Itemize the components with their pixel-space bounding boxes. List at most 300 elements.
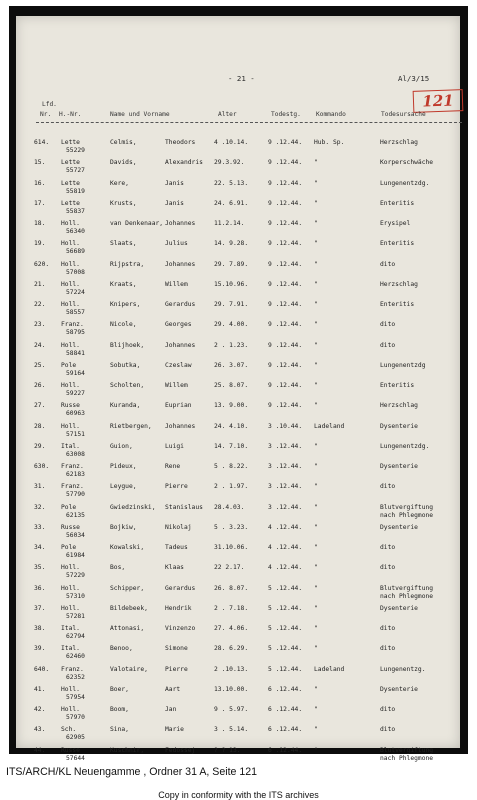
row-birthdate: 14. 9.28. — [214, 240, 249, 248]
row-cause: dito — [380, 726, 396, 734]
row-surname: Rijpstra, — [110, 260, 145, 268]
row-firstname: Johannes — [165, 422, 196, 430]
row-haeftlings-nr: 55229 — [66, 147, 85, 154]
row-surname: van Denkenaar, — [110, 220, 164, 227]
row-surname: Davids, — [110, 159, 137, 167]
row-firstname: Stanislaus — [165, 503, 203, 511]
row-death-date: 9 .12.44. — [268, 260, 303, 268]
header-todestag: Todestg. — [271, 111, 301, 118]
row-birthdate: 2 . 7.18. — [214, 604, 249, 612]
row-firstname: Theodors — [165, 139, 196, 146]
row-lfd-nr: 39. — [34, 645, 46, 653]
row-lfd-nr: 27. — [34, 402, 46, 410]
row-haeftlings-nr: 62794 — [66, 633, 85, 640]
row-firstname: Pierre — [165, 483, 188, 491]
row-haeftlings-nr: 61984 — [66, 552, 85, 559]
row-firstname: Janis — [165, 199, 184, 207]
row-lfd-nr: 29. — [34, 442, 46, 450]
table-row — [0, 181, 477, 201]
row-nationality: Holl. — [61, 422, 80, 430]
row-nationality: Franz. — [61, 665, 84, 673]
row-death-date: 9 .12.44. — [268, 240, 303, 248]
row-firstname: Johannes — [165, 220, 196, 227]
row-nationality: Holl. — [61, 220, 80, 227]
row-kommando: " — [314, 645, 318, 653]
row-lfd-nr: 33. — [34, 523, 46, 531]
table-row — [0, 727, 477, 747]
table-row — [0, 748, 477, 768]
row-surname: Boer, — [110, 685, 129, 693]
row-haeftlings-nr: 62183 — [66, 471, 85, 478]
copy-notice: Copy in conformity with the ITS archives — [158, 790, 319, 800]
row-kommando: " — [314, 685, 318, 693]
row-surname: Nicole, — [110, 321, 137, 329]
row-birthdate: 25. 8.07. — [214, 382, 249, 389]
row-nationality: Pole — [61, 544, 77, 551]
row-surname: Pideux, — [110, 463, 137, 470]
row-kommando: " — [314, 503, 318, 511]
row-firstname: Jan — [165, 706, 177, 713]
row-nationality: Holl. — [61, 280, 80, 288]
row-nationality: Holl. — [61, 706, 80, 713]
row-cause: dito — [380, 483, 396, 491]
row-haeftlings-nr: 58795 — [66, 329, 85, 337]
row-haeftlings-nr: 57310 — [66, 592, 85, 600]
row-nationality: Lette — [61, 159, 80, 167]
row-birthdate: 29. 7.89. — [214, 260, 249, 268]
row-surname: Attonasi, — [110, 625, 145, 632]
row-haeftlings-nr: 62135 — [66, 511, 85, 519]
row-birthdate: 24. 4.10. — [214, 422, 249, 430]
row-lfd-nr: 37. — [34, 604, 46, 612]
page-number: - 21 - — [228, 74, 255, 83]
row-cause: Herzschlag — [380, 139, 418, 146]
table-row — [0, 262, 477, 282]
row-birthdate: 29. 7.91. — [214, 301, 249, 308]
table-row — [0, 302, 477, 322]
row-lfd-nr: 620. — [34, 260, 50, 268]
row-cause: dito — [380, 544, 396, 551]
row-cause-continued: nach Phlegmone — [380, 754, 434, 762]
row-lfd-nr: 630. — [34, 463, 50, 470]
row-kommando: " — [314, 159, 318, 167]
row-birthdate: 3 . 5.14. — [214, 726, 249, 734]
row-surname: Boom, — [110, 706, 129, 713]
row-cause: dito — [380, 706, 396, 713]
row-surname: Sina, — [110, 726, 129, 734]
row-birthdate: 22. 5.13. — [214, 179, 249, 187]
header-nr: Nr. — [40, 111, 52, 118]
row-haeftlings-nr: 56034 — [66, 531, 85, 539]
row-death-date: 3 .12.44. — [268, 463, 303, 470]
row-lfd-nr: 16. — [34, 179, 46, 187]
row-death-date: 5 .12.44. — [268, 645, 303, 653]
table-row — [0, 383, 477, 403]
row-birthdate: 11.2.14. — [214, 220, 245, 227]
row-death-date: 9 .12.44. — [268, 179, 303, 187]
row-surname: Gwiedzinski, — [110, 503, 156, 511]
row-firstname: Georges — [165, 321, 192, 329]
row-firstname: Gerardus — [165, 301, 196, 308]
table-row — [0, 444, 477, 464]
row-lfd-nr: 24. — [34, 341, 46, 349]
row-death-date: 3 .12.44. — [268, 442, 303, 450]
row-lfd-nr: 17. — [34, 199, 46, 207]
row-death-date: 9 .12.44. — [268, 220, 303, 227]
row-birthdate: 31.10.06. — [214, 544, 249, 551]
row-cause: Erysipel — [380, 220, 411, 227]
header-name: Name und Vorname — [110, 111, 170, 118]
row-nationality: Holl. — [61, 564, 80, 572]
row-kommando: " — [314, 220, 318, 227]
row-kommando: " — [314, 260, 318, 268]
row-nationality: Holl. — [61, 685, 80, 693]
row-nationality: Franz. — [61, 321, 84, 329]
row-firstname: Johannes — [165, 341, 196, 349]
row-surname: Kuranda, — [110, 402, 141, 410]
header-lfd: Lfd. — [42, 101, 57, 108]
row-haeftlings-nr: 62352 — [66, 673, 85, 681]
row-surname: Slaats, — [110, 240, 137, 248]
header-todesursache: Todesursache — [381, 111, 426, 118]
row-firstname: Klaas — [165, 564, 184, 572]
row-lfd-nr: 15. — [34, 159, 46, 167]
row-haeftlings-nr: 56340 — [66, 228, 85, 235]
row-cause: Dysenterie — [380, 422, 418, 430]
row-haeftlings-nr: 55727 — [66, 167, 85, 175]
row-lfd-nr: 640. — [34, 665, 50, 673]
row-death-date: 9 .12.44. — [268, 159, 303, 167]
row-firstname: Luigi — [165, 442, 184, 450]
row-haeftlings-nr: 58841 — [66, 349, 85, 357]
row-firstname: Willem — [165, 280, 188, 288]
row-birthdate: ? ? 13. — [214, 746, 241, 754]
row-birthdate: 4 .10.14. — [214, 139, 249, 146]
row-surname: Benoo, — [110, 645, 133, 653]
table-row — [0, 424, 477, 444]
row-birthdate: 29. 4.00. — [214, 321, 249, 329]
table-row — [0, 525, 477, 545]
row-death-date: 9 .12.44. — [268, 341, 303, 349]
row-surname: Leygue, — [110, 483, 137, 491]
row-death-date: 9 .12.44. — [268, 280, 303, 288]
row-haeftlings-nr: 57790 — [66, 491, 85, 499]
row-surname: Scholten, — [110, 382, 145, 389]
row-surname: Kraats, — [110, 280, 137, 288]
row-nationality: Holl. — [61, 301, 80, 308]
row-cause: Blutvergiftung — [380, 584, 434, 592]
row-death-date: 3 .12.44. — [268, 483, 303, 491]
row-cause: Enteritis — [380, 301, 415, 308]
row-cause: Dysenterie — [380, 685, 418, 693]
row-nationality: Holl. — [61, 240, 80, 248]
row-death-date: 6 .12.44. — [268, 726, 303, 734]
row-firstname: Rene — [165, 463, 181, 470]
row-death-date: 4 .12.44. — [268, 544, 303, 551]
row-kommando: " — [314, 463, 318, 470]
row-haeftlings-nr: 60963 — [66, 410, 85, 418]
row-death-date: 5 .12.44. — [268, 665, 303, 673]
row-death-date: 9 .12.44. — [268, 361, 303, 369]
row-birthdate: 13.10.00. — [214, 685, 249, 693]
table-row — [0, 707, 477, 727]
header-rule — [36, 122, 462, 123]
table-row — [0, 201, 477, 221]
table-row — [0, 322, 477, 342]
row-nationality: Holl. — [61, 584, 80, 592]
row-cause: Enteritis — [380, 240, 415, 248]
row-birthdate: 28. 6.29. — [214, 645, 249, 653]
row-kommando: " — [314, 584, 318, 592]
row-kommando: " — [314, 402, 318, 410]
row-lfd-nr: 41. — [34, 685, 46, 693]
row-haeftlings-nr: 62460 — [66, 653, 85, 661]
row-surname: Valotaire, — [110, 665, 148, 673]
row-death-date: 6 .12.44. — [268, 746, 303, 754]
row-nationality: Pole — [61, 503, 77, 511]
row-haeftlings-nr: 57970 — [66, 714, 85, 721]
table-row — [0, 646, 477, 666]
row-surname: Bojkiw, — [110, 523, 137, 531]
row-firstname: Aart — [165, 685, 181, 693]
row-cause: Enteritis — [380, 199, 415, 207]
row-lfd-nr: 35. — [34, 564, 46, 572]
row-cause: Dysenterie — [380, 604, 418, 612]
row-death-date: 6 .12.44. — [268, 685, 303, 693]
row-cause-continued: nach Phlegmone — [380, 592, 434, 600]
header-hnr: H.-Nr. — [59, 111, 82, 118]
row-lfd-nr: 25. — [34, 361, 46, 369]
row-nationality: Ital. — [61, 442, 80, 450]
row-surname: Blijhoek, — [110, 341, 145, 349]
row-haeftlings-nr: 57954 — [66, 693, 85, 701]
row-birthdate: 2 .10.13. — [214, 665, 249, 673]
row-nationality: Ital. — [61, 645, 80, 653]
row-lfd-nr: 28. — [34, 422, 46, 430]
row-haeftlings-nr: 55837 — [66, 207, 85, 215]
row-nationality: Lette — [61, 199, 80, 207]
row-lfd-nr: 19. — [34, 240, 46, 248]
row-kommando: " — [314, 321, 318, 329]
table-row — [0, 403, 477, 423]
row-firstname: Vinzenzo — [165, 625, 196, 632]
row-surname: Bildebeek, — [110, 604, 148, 612]
archive-citation: ITS/ARCH/KL Neuengamme , Ordner 31 A, Seite 121 — [6, 766, 258, 778]
row-birthdate: 9 . 5.97. — [214, 706, 249, 713]
row-surname: Kuschnir, — [110, 746, 145, 754]
row-kommando: " — [314, 179, 318, 187]
row-cause: Herzschlag — [380, 280, 418, 288]
row-nationality: Franz. — [61, 463, 84, 470]
row-firstname: Johannes — [165, 260, 196, 268]
row-haeftlings-nr: 57281 — [66, 612, 85, 620]
row-death-date: 9 .12.44. — [268, 321, 303, 329]
row-lfd-nr: 44. — [34, 746, 46, 754]
row-surname: Knipers, — [110, 301, 141, 308]
row-death-date: 6 .12.44. — [268, 706, 303, 713]
row-nationality: Ital. — [61, 625, 80, 632]
table-row — [0, 464, 477, 484]
table-row — [0, 687, 477, 707]
row-haeftlings-nr: 57151 — [66, 430, 85, 438]
row-birthdate: 26. 8.07. — [214, 584, 249, 592]
row-death-date: 9 .12.44. — [268, 382, 303, 389]
header-alter: Alter — [218, 111, 237, 118]
red-page-stamp: 121 — [413, 89, 464, 113]
row-firstname: Marie — [165, 726, 184, 734]
row-death-date: 5 .12.44. — [268, 604, 303, 612]
row-kommando: " — [314, 199, 318, 207]
table-row — [0, 505, 477, 525]
table-row — [0, 241, 477, 261]
row-lfd-nr: 32. — [34, 503, 46, 511]
row-death-date: 3 .10.44. — [268, 422, 303, 430]
row-birthdate: 2 . 1.23. — [214, 341, 249, 349]
row-nationality: Russe — [61, 402, 80, 410]
row-surname: Schipper, — [110, 584, 145, 592]
row-surname: Rietbergen, — [110, 422, 152, 430]
row-lfd-nr: 34. — [34, 544, 46, 551]
row-cause: dito — [380, 645, 396, 653]
row-nationality: Holl. — [61, 382, 80, 389]
row-kommando: Hub. Sp. — [314, 139, 345, 146]
row-birthdate: 15.10.96. — [214, 280, 249, 288]
table-row — [0, 160, 477, 180]
archive-reference: Al/3/15 — [398, 74, 430, 83]
row-surname: Sobutka, — [110, 361, 141, 369]
row-firstname: Euprian — [165, 402, 192, 410]
row-birthdate: 27. 4.06. — [214, 625, 249, 632]
row-birthdate: 2 . 1.97. — [214, 483, 249, 491]
row-kommando: Ladeland — [314, 665, 345, 673]
row-lfd-nr: 42. — [34, 706, 46, 713]
row-kommando: " — [314, 341, 318, 349]
row-kommando: " — [314, 483, 318, 491]
row-cause: Enteritis — [380, 382, 415, 389]
row-cause: dito — [380, 625, 396, 632]
row-kommando: " — [314, 564, 318, 572]
row-nationality: Holl. — [61, 604, 80, 612]
table-row — [0, 282, 477, 302]
table-row — [0, 626, 477, 646]
row-cause: Blutvergiftung — [380, 746, 434, 754]
row-death-date: 9 .12.44. — [268, 139, 303, 146]
table-row — [0, 565, 477, 585]
row-firstname: Alexandris — [165, 159, 203, 167]
row-birthdate: 29.3.92. — [214, 159, 245, 167]
table-row — [0, 484, 477, 504]
row-nationality: Holl. — [61, 260, 80, 268]
row-birthdate: 5 . 3.23. — [214, 523, 249, 531]
row-lfd-nr: 26. — [34, 382, 46, 389]
row-firstname: Czeslaw — [165, 361, 192, 369]
row-nationality: Holl. — [61, 341, 80, 349]
row-kommando: " — [314, 382, 318, 389]
table-row — [0, 140, 477, 160]
row-cause: Dysenterie — [380, 463, 418, 470]
row-haeftlings-nr: 58557 — [66, 309, 85, 316]
row-kommando: " — [314, 361, 318, 369]
row-kommando: " — [314, 442, 318, 450]
row-firstname: Simone — [165, 645, 188, 653]
row-haeftlings-nr: 55819 — [66, 187, 85, 195]
row-kommando: " — [314, 280, 318, 288]
row-firstname: Willem — [165, 382, 188, 389]
row-kommando: " — [314, 604, 318, 612]
row-kommando: " — [314, 726, 318, 734]
row-birthdate: 22 2.17. — [214, 564, 245, 572]
table-row — [0, 363, 477, 383]
row-kommando: " — [314, 706, 318, 713]
row-death-date: 3 .12.44. — [268, 503, 303, 511]
row-death-date: 9 .12.44. — [268, 301, 303, 308]
row-lfd-nr: 18. — [34, 220, 46, 227]
row-firstname: Gerardus — [165, 584, 196, 592]
row-nationality: Pole — [61, 361, 77, 369]
row-cause: Lungenentzg. — [380, 665, 426, 673]
row-nationality: Russe — [61, 746, 80, 754]
row-lfd-nr: 22. — [34, 301, 46, 308]
row-birthdate: 24. 6.91. — [214, 199, 249, 207]
row-cause: dito — [380, 564, 396, 572]
row-kommando: " — [314, 625, 318, 632]
row-firstname: Julius — [165, 240, 188, 248]
row-death-date: 5 .12.44. — [268, 625, 303, 632]
row-haeftlings-nr: 57224 — [66, 288, 85, 296]
row-kommando: " — [314, 240, 318, 248]
row-haeftlings-nr: 57229 — [66, 572, 85, 580]
row-lfd-nr: 614. — [34, 139, 50, 146]
row-cause: Blutvergiftung — [380, 503, 434, 511]
row-nationality: Lette — [61, 179, 80, 187]
row-kommando: " — [314, 544, 318, 551]
row-firstname: Fedossej — [165, 746, 196, 754]
row-haeftlings-nr: 57644 — [66, 754, 85, 762]
row-cause: Lungenentzdg — [380, 361, 426, 369]
row-kommando: Ladeland — [314, 422, 345, 430]
row-nationality: Russe — [61, 523, 80, 531]
row-kommando: " — [314, 523, 318, 531]
row-haeftlings-nr: 59227 — [66, 390, 85, 397]
row-lfd-nr: 23. — [34, 321, 46, 329]
row-surname: Celmis, — [110, 139, 137, 146]
row-lfd-nr: 31. — [34, 483, 46, 491]
row-firstname: Nikolaj — [165, 523, 192, 531]
row-surname: Kowalski, — [110, 544, 145, 551]
row-cause: Lungenentzdg. — [380, 179, 430, 187]
row-lfd-nr: 21. — [34, 280, 46, 288]
row-haeftlings-nr: 56689 — [66, 248, 85, 256]
row-firstname: Janis — [165, 179, 184, 187]
row-surname: Kere, — [110, 179, 129, 187]
row-nationality: Lette — [61, 139, 80, 146]
row-haeftlings-nr: 62905 — [66, 734, 85, 742]
row-cause: dito — [380, 341, 396, 349]
row-birthdate: 13. 9.00. — [214, 402, 249, 410]
row-kommando: " — [314, 746, 318, 754]
table-row — [0, 667, 477, 687]
row-lfd-nr: 38. — [34, 625, 46, 632]
row-cause: Herzschlag — [380, 402, 418, 410]
row-firstname: Hendrik — [165, 604, 192, 612]
row-death-date: 4 .12.44. — [268, 523, 303, 531]
row-birthdate: 26. 3.07. — [214, 361, 249, 369]
table-row — [0, 545, 477, 565]
row-haeftlings-nr: 63008 — [66, 450, 85, 458]
row-firstname: Tadeus — [165, 544, 188, 551]
row-birthdate: 5 . 8.22. — [214, 463, 249, 470]
row-firstname: Pierre — [165, 665, 188, 673]
